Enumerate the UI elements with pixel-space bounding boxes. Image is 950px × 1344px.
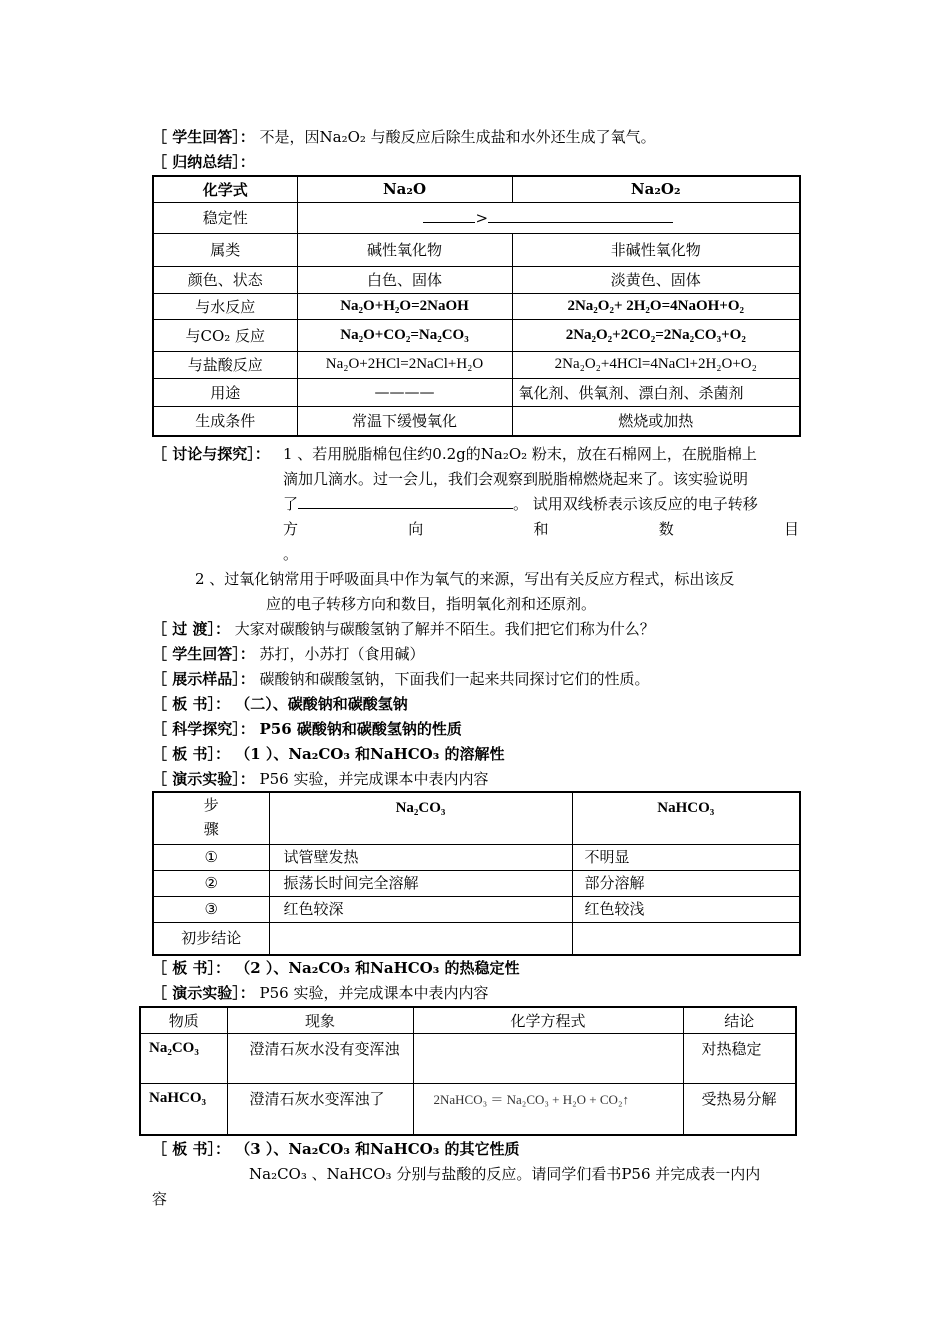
table1-cell: 生成条件: [153, 406, 297, 436]
table1-cell: 与CO₂ 反应: [153, 319, 297, 351]
table2-cell: 初步结论: [153, 922, 269, 955]
table2-header-step: [153, 792, 269, 844]
table1-cell: ————: [297, 378, 512, 406]
table2-cell: [572, 922, 800, 955]
demo-text: P56 实验，并完成课本中表内内容: [259, 770, 489, 788]
table1-cell: 2Na₂O₂+ 2H₂O=4NaOH+O₂: [512, 293, 800, 319]
table3-substance: Na₂CO₃: [140, 1033, 227, 1083]
student-answer2-line: [152, 643, 425, 665]
stability-blank: >: [297, 202, 800, 233]
final-paragraph-line: 容: [152, 1190, 168, 1208]
board-text: （二）、碳酸钠和碳酸氢钠: [235, 695, 408, 713]
solubility-table: [152, 791, 801, 956]
table3-header: 物质: [140, 1007, 227, 1033]
table3-cell: 受热易分解: [683, 1083, 796, 1135]
table3-equation: 2NaHCO₃ ＝ Na₂CO₃ + H₂O + CO₂↑: [413, 1083, 683, 1135]
demo-line-1: [152, 768, 488, 790]
table1-cell: Na₂O+H₂O=2NaOH: [297, 293, 512, 319]
discuss-q2-line: 应的电子转移方向和数目，指明氧化剂和还原剂。: [266, 595, 597, 613]
discuss-q2-line: 2 、过氧化钠常用于呼吸面具中作为氧气的来源，写出有关反应方程式，标出该反: [195, 570, 735, 588]
table2-cell: 试管壁发热: [269, 844, 572, 870]
table1-cell: 与盐酸反应: [153, 351, 297, 378]
demo-tag: ［ 演示实验］：: [152, 770, 255, 788]
spaced-char: 向: [408, 520, 424, 538]
demo-line-2: [152, 982, 488, 1004]
table2-cell: 红色较深: [269, 896, 572, 922]
table1-cell: 颜色、状态: [153, 266, 297, 293]
board-line-1: [152, 693, 408, 715]
table1-cell: 白色、固体: [297, 266, 512, 293]
table3-substance: NaHCO₃: [140, 1083, 227, 1135]
table1-cell: 用途: [153, 378, 297, 406]
board-tag: ［ 板 书］：: [152, 1140, 230, 1158]
discuss-q1-spaced-line: [283, 518, 799, 540]
student-answer-text: 不是，因Na₂O₂ 与酸反应后除生成盐和水外还生成了氧气。: [259, 128, 656, 146]
spaced-char: 和: [533, 520, 549, 538]
table1-cell: 2Na₂O₂+2CO₂=2Na₂CO₃+O₂: [512, 319, 800, 351]
table1-cell: 2Na₂O₂+4HCl=4NaCl+2H₂O+O₂: [512, 351, 800, 378]
table1-cell: 与水反应: [153, 293, 297, 319]
table2-cell: [269, 922, 572, 955]
discuss-q1-line: 1 、若用脱脂棉包住约0.2g的Na₂O₂ 粉末，放在石棉网上，在脱脂棉上: [283, 445, 757, 463]
student-answer2-text: 苏打，小苏打（食用碱）: [259, 645, 425, 663]
table2-cell: 振荡长时间完全溶解: [269, 870, 572, 896]
table1-cell: Na₂O+CO₂=Na₂CO₃: [297, 319, 512, 351]
table3-cell: 对热稳定: [683, 1033, 796, 1083]
spaced-char: 数: [658, 520, 674, 538]
demo-tag: ［ 演示实验］：: [152, 984, 255, 1002]
science-explore-line: [152, 718, 462, 740]
show-sample-tag: ［ 展示样品］：: [152, 670, 255, 688]
show-sample-line: [152, 668, 650, 690]
answer-blank: [298, 494, 513, 509]
demo-text: P56 实验，并完成课本中表内内容: [259, 984, 489, 1002]
discuss-q1-line: 滴加几滴水。过一会儿，我们会观察到脱脂棉燃烧起来了。该实验说明: [283, 470, 749, 488]
discuss-tag: ［ 讨论与探究］：: [152, 445, 270, 463]
table3-header: 化学方程式: [413, 1007, 683, 1033]
spaced-char: 方: [283, 520, 299, 538]
show-sample-text: 碳酸钠和碳酸氢钠，下面我们一起来共同探讨它们的性质。: [259, 670, 650, 688]
step-header-text: 步骤: [203, 796, 219, 838]
table2-cell: ①: [153, 844, 269, 870]
oxide-comparison-table: [152, 175, 801, 437]
board-line-2: [152, 743, 505, 765]
table1-cell: 属类: [153, 233, 297, 266]
board-tag: ［ 板 书］：: [152, 695, 230, 713]
table3-cell: [413, 1033, 683, 1083]
transition-text: 大家对碳酸钠与碳酸氢钠了解并不陌生。我们把它们称为什么？: [234, 620, 655, 638]
table1-cell: 氧化剂、供氧剂、漂白剂、杀菌剂: [512, 378, 800, 406]
discuss-q1-line: [283, 493, 758, 515]
discuss-q1-text: 了: [283, 495, 299, 513]
science-explore-text: P56 碳酸钠和碳酸氢钠的性质: [259, 720, 462, 738]
board-text: （3 ）、Na₂CO₃ 和NaHCO₃ 的其它性质: [235, 1140, 520, 1158]
table1-cell: 稳定性: [153, 202, 297, 233]
discuss-q1-end: 。: [283, 545, 299, 563]
table1-cell: 碱性氧化物: [297, 233, 512, 266]
discuss-q1-text: 。 试用双线桥表示该反应的电子转移: [513, 495, 758, 513]
table2-header: NaHCO₃: [572, 792, 800, 844]
blank-line: [488, 208, 673, 223]
table2-cell: 不明显: [572, 844, 800, 870]
blank-line: [423, 208, 475, 223]
board-tag: ［ 板 书］：: [152, 745, 230, 763]
table3-cell: 澄清石灰水没有变浑浊: [227, 1033, 413, 1083]
table2-cell: 红色较浅: [572, 896, 800, 922]
final-paragraph-line: Na₂CO₃ 、NaHCO₃ 分别与盐酸的反应。请同学们看书P56 并完成表一内内: [249, 1165, 761, 1183]
table3-header: 结论: [683, 1007, 796, 1033]
table2-cell: ③: [153, 896, 269, 922]
spaced-char: 目: [783, 520, 799, 538]
table2-cell: 部分溶解: [572, 870, 800, 896]
table1-cell: 燃烧或加热: [512, 406, 800, 436]
student-answer-tag: ［ 学生回答］：: [152, 128, 255, 146]
table3-cell: 澄清石灰水变浑浊了: [227, 1083, 413, 1135]
table1-header: 化学式: [153, 176, 297, 202]
table1-header: Na₂O: [297, 176, 512, 202]
student-answer2-tag: ［ 学生回答］：: [152, 645, 255, 663]
board-tag: ［ 板 书］：: [152, 959, 230, 977]
transition-line: [152, 618, 655, 640]
table1-cell: 常温下缓慢氧化: [297, 406, 512, 436]
science-explore-tag: ［ 科学探究］：: [152, 720, 255, 738]
table1-cell: Na₂O+2HCl=2NaCl+H₂O: [297, 351, 512, 378]
table1-header: Na₂O₂: [512, 176, 800, 202]
board-text: （2 ）、Na₂CO₃ 和NaHCO₃ 的热稳定性: [235, 959, 520, 977]
table3-header: 现象: [227, 1007, 413, 1033]
summary-tag: ［ 归纳总结］：: [152, 153, 255, 171]
board-text: （1 ）、Na₂CO₃ 和NaHCO₃ 的溶解性: [235, 745, 505, 763]
table2-cell: ②: [153, 870, 269, 896]
board-line-4: [152, 1138, 520, 1160]
table1-cell: 非碱性氧化物: [512, 233, 800, 266]
board-line-3: [152, 957, 520, 979]
transition-tag: ［ 过 渡］：: [152, 620, 230, 638]
student-answer-line: [152, 126, 656, 148]
table2-header: Na₂CO₃: [269, 792, 572, 844]
thermal-stability-table: [139, 1006, 797, 1136]
table1-cell: 淡黄色、固体: [512, 266, 800, 293]
